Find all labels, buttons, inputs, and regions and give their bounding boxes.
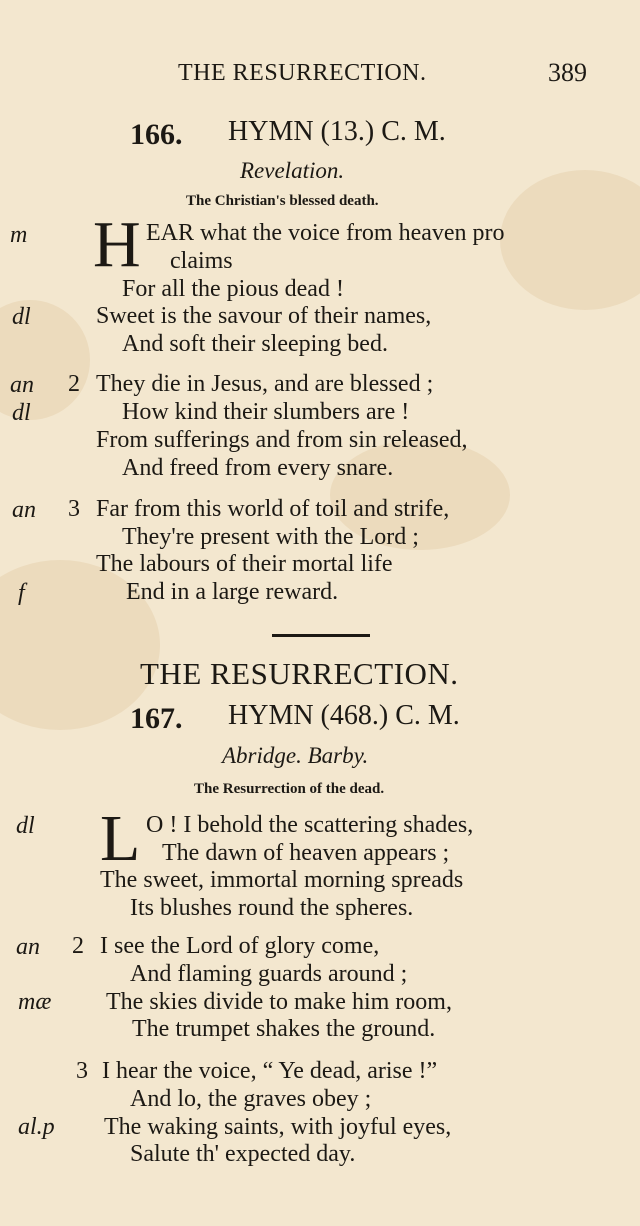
dynamic-marking: an xyxy=(16,934,40,960)
tune-name: Abridge. Barby. xyxy=(222,743,369,768)
hymn-subject: The Resurrection of the dead. xyxy=(194,781,385,797)
paper-stain xyxy=(500,170,640,310)
running-head: THE RESURRECTION. xyxy=(178,60,427,86)
verse-number: 3 xyxy=(76,1058,88,1084)
hymn-line: For all the pious dead ! xyxy=(122,276,344,302)
hymn-number: 166. xyxy=(130,118,183,151)
hymn-line: And soft their sleeping bed. xyxy=(122,331,388,357)
dynamic-marking: f xyxy=(18,580,25,606)
hymn-line: End in a large reward. xyxy=(126,579,339,605)
hymn-line: The dawn of heaven appears ; xyxy=(162,840,450,866)
hymn-line: The skies divide to make him room, xyxy=(106,989,452,1015)
hymn-line: And lo, the graves obey ; xyxy=(130,1086,372,1112)
hymn-line: From sufferings and from sin released, xyxy=(96,427,468,453)
hymn-line: And freed from every snare. xyxy=(122,455,394,481)
hymn-line: Its blushes round the spheres. xyxy=(130,895,414,921)
hymn-line: The labours of their mortal life xyxy=(96,551,393,577)
hymn-title: HYMN (468.) C. M. xyxy=(228,700,460,731)
hymn-line: They die in Jesus, and are blessed ; xyxy=(96,371,434,397)
dynamic-marking: dl xyxy=(12,304,31,330)
hymn-line: The sweet, immortal morning spreads xyxy=(100,867,464,893)
hymn-line: The waking saints, with joyful eyes, xyxy=(104,1114,452,1140)
hymn-line: Salute th' expected day. xyxy=(130,1141,356,1167)
hymn-line: And flaming guards around ; xyxy=(130,961,408,987)
hymn-line: EAR what the voice from heaven pro xyxy=(146,220,505,246)
hymn-line: I hear the voice, “ Ye dead, arise !” xyxy=(102,1058,438,1084)
tune-name: Revelation. xyxy=(240,158,345,183)
section-divider xyxy=(272,634,370,637)
hymn-number: 167. xyxy=(130,702,183,735)
drop-cap: H xyxy=(93,208,141,281)
dynamic-marking: an xyxy=(12,497,36,523)
hymn-line: O ! I behold the scattering shades, xyxy=(146,812,474,838)
hymn-line: How kind their slumbers are ! xyxy=(122,399,410,425)
verse-number: 2 xyxy=(68,371,80,397)
dynamic-marking: dl xyxy=(16,813,35,839)
hymn-line: The trumpet shakes the ground. xyxy=(132,1016,436,1042)
hymn-line: I see the Lord of glory come, xyxy=(100,933,380,959)
drop-cap: L xyxy=(100,802,141,875)
hymn-subject: The Christian's blessed death. xyxy=(186,193,379,209)
dynamic-marking: al.p xyxy=(18,1114,55,1140)
section-heading: THE RESURRECTION. xyxy=(140,656,459,691)
hymn-line: They're present with the Lord ; xyxy=(122,524,419,550)
dynamic-marking: mæ xyxy=(18,989,52,1015)
verse-number: 2 xyxy=(72,933,84,959)
hymn-title: HYMN (13.) C. M. xyxy=(228,116,446,147)
dynamic-marking: dl xyxy=(12,400,31,426)
verse-number: 3 xyxy=(68,496,80,522)
hymn-line: Sweet is the savour of their names, xyxy=(96,303,432,329)
dynamic-marking: m xyxy=(10,222,28,248)
dynamic-marking: an xyxy=(10,372,34,398)
page-number: 389 xyxy=(548,58,587,87)
hymn-line: Far from this world of toil and strife, xyxy=(96,496,450,522)
hymn-line: claims xyxy=(170,248,233,274)
